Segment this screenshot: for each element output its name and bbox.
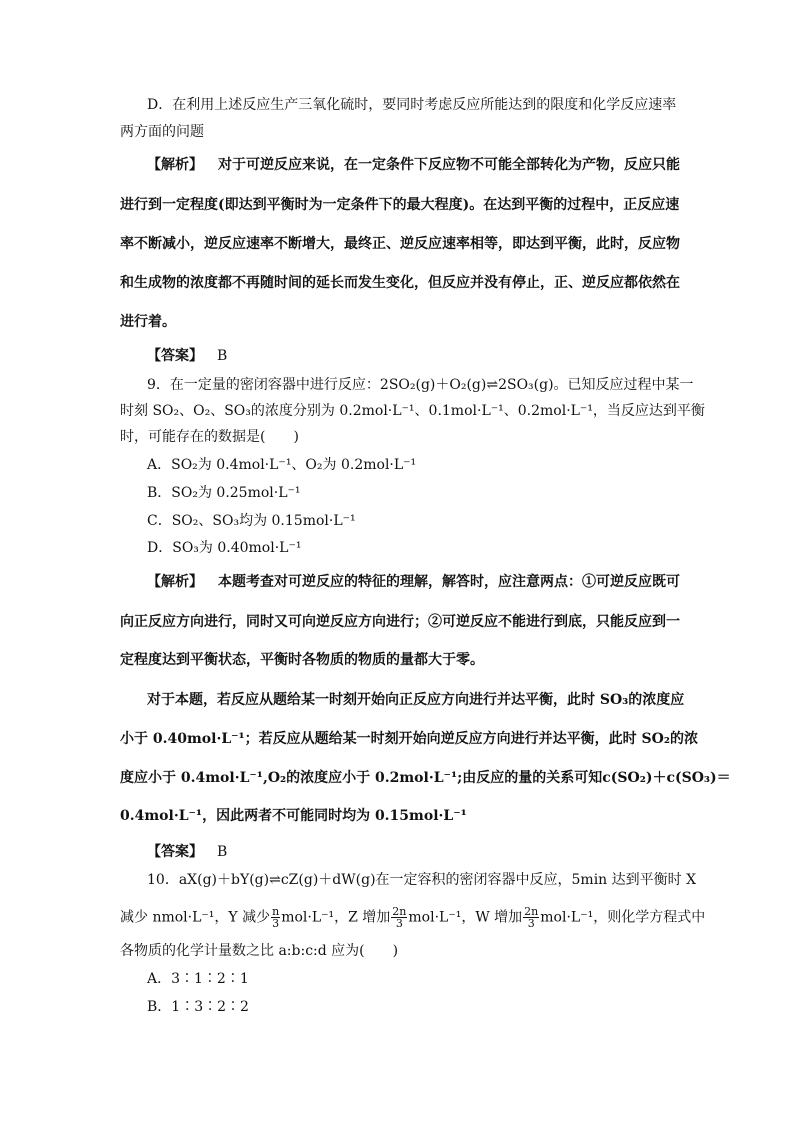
q9-stem-line2: 时刻 SO₂、O₂、SO₃的浓度分别为 0.2mol·L⁻¹、0.1mol·L⁻¹、0.2mol·L⁻¹，当反应达到平衡: [120, 403, 705, 419]
q10-stem-line2-part-b: mol·L⁻¹，Z 增加: [281, 909, 391, 926]
fraction-n-over-3: [271, 906, 280, 929]
q9-option-b: B．SO₂为 0.25mol·L⁻¹: [147, 485, 301, 501]
q9-stem-line3: 时，可能存在的数据是( ): [120, 429, 299, 445]
q10-stem-line1: 10．aX(g)＋bY(g)⇌cZ(g)＋dW(g)在一定容积的密闭容器中反应，5min 达到平衡时 X: [147, 872, 697, 888]
q10-stem-line2-part-c: mol·L⁻¹，W 增加: [408, 909, 523, 926]
q10-stem-line2: [120, 906, 705, 929]
q9-option-c: C．SO₂、SO₃均为 0.15mol·L⁻¹: [147, 513, 356, 529]
fraction-2n-over-3: [523, 906, 539, 929]
q9-stem-line1: 9．在一定量的密闭容器中进行反应：2SO₂(g)＋O₂(g)⇌2SO₃(g)。已知反应过程中某一: [147, 377, 694, 393]
q8-analysis-line2: 进行到一定程度(即达到平衡时为一定条件下的最大程度)。在达到平衡的过程中，正反应速: [120, 197, 680, 213]
q8-option-d-line1: D．在利用上述反应生产三氧化硫时，要同时考虑反应所能达到的限度和化学反应速率: [147, 97, 677, 113]
q8-option-d-line2: 两方面的问题: [120, 124, 204, 140]
q9-option-a: A．SO₂为 0.4mol·L⁻¹、O₂为 0.2mol·L⁻¹: [147, 457, 417, 473]
q10-option-b: B．1∶3∶2∶2: [147, 999, 249, 1015]
q10-option-a: A．3∶1∶2∶1: [147, 971, 249, 987]
q9-analysis-line3: 定程度达到平衡状态，平衡时各物质的物质的量都大于零。: [120, 652, 484, 668]
fraction-denominator: 3: [527, 917, 535, 930]
q8-answer-tag: 【答案】: [147, 348, 203, 364]
q8-answer-value: B: [217, 348, 228, 364]
q9-explain-line1: 对于本题，若反应从题给某一时刻开始向正反应方向进行并达平衡，此时 SO₃的浓度应: [147, 692, 685, 708]
q9-explain-line4: 0.4mol·L⁻¹，因此两者不可能同时均为 0.15mol·L⁻¹: [120, 808, 467, 824]
q9-answer-tag: 【答案】: [147, 844, 203, 860]
q8-analysis-line1: 对于可逆反应来说，在一定条件下反应物不可能全部转化为产物，反应只能: [218, 157, 680, 173]
fraction-numerator: 2n: [524, 905, 539, 918]
q8-analysis-line4: 和生成物的浓度都不再随时间的延长而发生变化，但反应并没有停止，正、逆反应都依然在: [120, 275, 680, 291]
q9-analysis-line1: 本题考查对可逆反应的特征的理解，解答时，应注意两点：①可逆反应既可: [218, 574, 680, 590]
q8-analysis-line3: 率不断减小，逆反应速率不断增大，最终正、逆反应速率相等，即达到平衡，此时，反应物: [120, 236, 680, 252]
fraction-denominator: 3: [272, 917, 280, 930]
q10-stem-line2-part-d: mol·L⁻¹，则化学方程式中: [540, 909, 706, 926]
fraction-numerator: n: [272, 905, 280, 918]
q10-stem-line2-part-a: 减少 nmol·L⁻¹，Y 减少: [120, 909, 271, 926]
fraction-denominator: 3: [395, 917, 403, 930]
fraction-numerator: 2n: [392, 905, 407, 918]
q9-explain-line2: 小于 0.40mol·L⁻¹；若反应从题给某一时刻开始向逆反应方向进行并达平衡，此时 SO₂的浓: [120, 731, 698, 747]
q9-explain-line3: 度应小于 0.4mol·L⁻¹,O₂的浓度应小于 0.2mol·L⁻¹;由反应的量的关系可知c(SO₂)＋c(SO₃)＝: [120, 770, 731, 786]
q10-stem-line3: 各物质的化学计量数之比 a:b:c:d 应为( ): [120, 943, 399, 959]
fraction-2n-over-3: [391, 906, 407, 929]
q8-analysis-tag: 【解析】: [147, 157, 203, 173]
q8-analysis-line5: 进行着。: [120, 314, 176, 330]
q9-analysis-tag: 【解析】: [147, 574, 203, 590]
q9-analysis-line2: 向正反应方向进行，同时又可向逆反应方向进行；②可逆反应不能进行到底，只能反应到一: [120, 614, 680, 630]
q9-option-d: D．SO₃为 0.40mol·L⁻¹: [147, 540, 302, 556]
q9-answer-value: B: [217, 844, 228, 860]
